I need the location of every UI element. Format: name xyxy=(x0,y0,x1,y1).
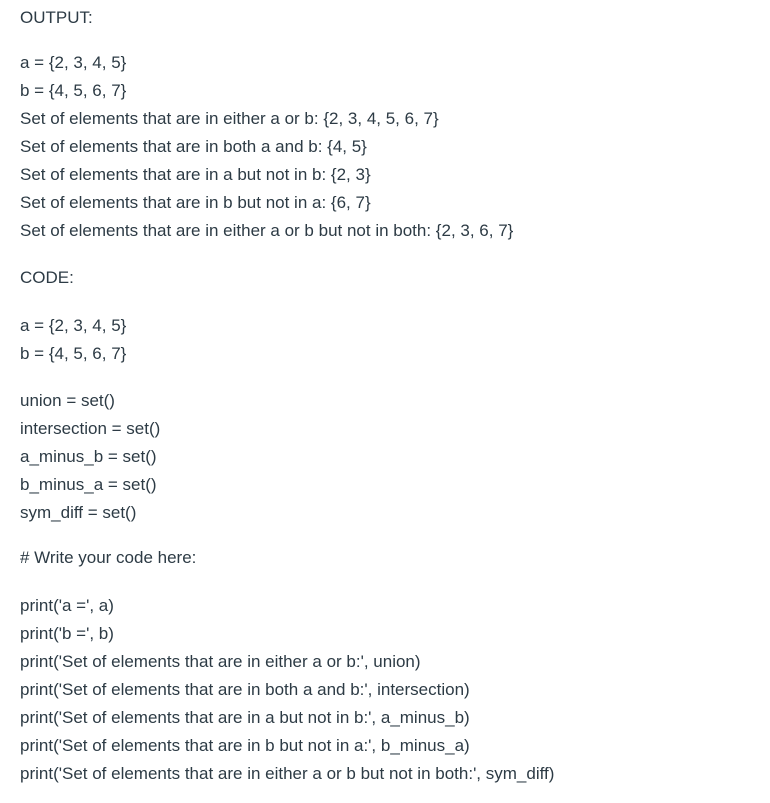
code-line: print('Set of elements that are in both a and b:', intersection) xyxy=(20,680,470,699)
output-line: Set of elements that are in b but not in a: {6, 7} xyxy=(20,193,371,212)
output-section xyxy=(20,49,513,245)
code-declarations xyxy=(20,312,126,368)
output-line: a = {2, 3, 4, 5} xyxy=(20,53,127,72)
code-print-statements xyxy=(20,592,554,788)
code-line: print('Set of elements that are in either a or b but not in both:', sym_diff) xyxy=(20,764,555,783)
code-comment: # Write your code here: xyxy=(20,548,197,567)
code-line: b_minus_a = set() xyxy=(20,475,157,494)
code-line: print('b =', b) xyxy=(20,624,114,643)
output-line: Set of elements that are in both a and b: {4, 5} xyxy=(20,137,367,156)
code-line: b = {4, 5, 6, 7} xyxy=(20,344,127,363)
output-line: Set of elements that are in either a or b: {2, 3, 4, 5, 6, 7} xyxy=(20,109,439,128)
code-line: print('a =', a) xyxy=(20,596,114,615)
code-line: a = {2, 3, 4, 5} xyxy=(20,316,127,335)
code-line: union = set() xyxy=(20,391,115,410)
code-initializations xyxy=(20,387,160,527)
code-line: sym_diff = set() xyxy=(20,503,137,522)
code-line: print('Set of elements that are in a but not in b:', a_minus_b) xyxy=(20,708,470,727)
code-line: print('Set of elements that are in either a or b:', union) xyxy=(20,652,421,671)
output-line: Set of elements that are in a but not in b: {2, 3} xyxy=(20,165,371,184)
output-line: Set of elements that are in either a or b but not in both: {2, 3, 6, 7} xyxy=(20,221,514,240)
output-heading: OUTPUT: xyxy=(20,8,93,27)
code-line: a_minus_b = set() xyxy=(20,447,157,466)
output-line: b = {4, 5, 6, 7} xyxy=(20,81,127,100)
code-heading: CODE: xyxy=(20,268,74,287)
code-line: intersection = set() xyxy=(20,419,161,438)
code-line: print('Set of elements that are in b but not in a:', b_minus_a) xyxy=(20,736,470,755)
